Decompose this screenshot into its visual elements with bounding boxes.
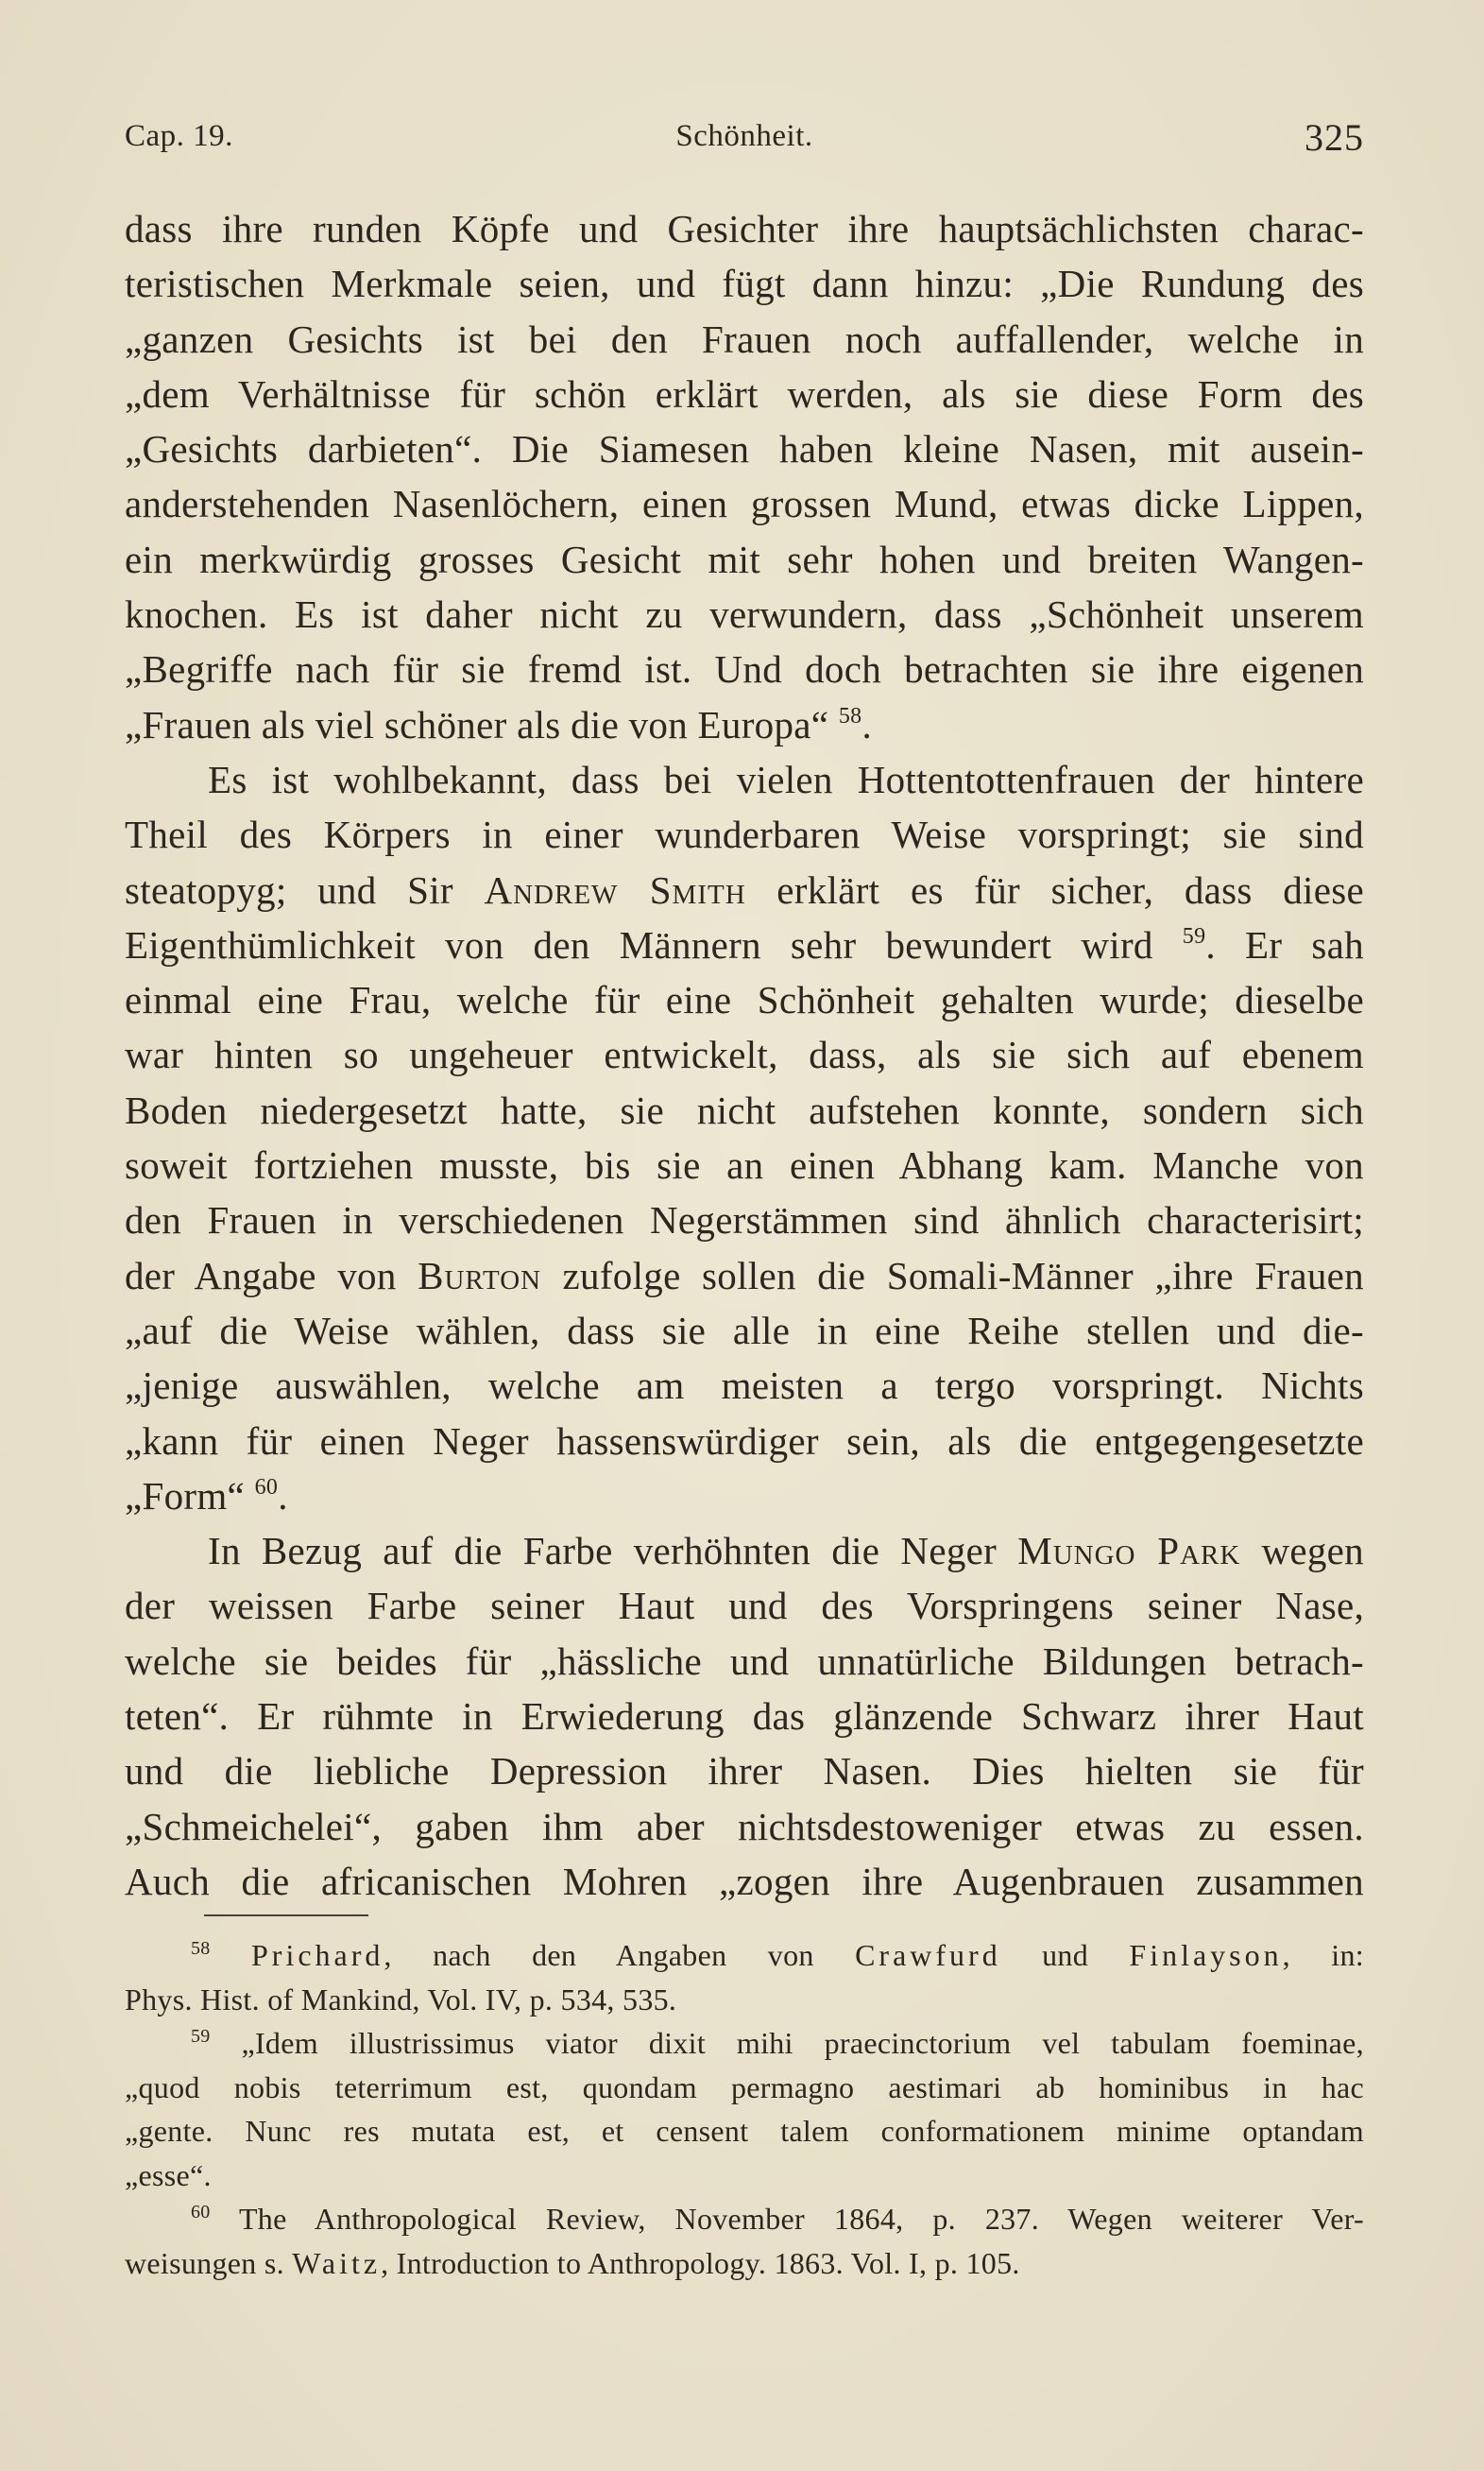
text-fragment: The Anthropological Review, November 1864, p. 237. Wegen weiterer Ver- [238, 2202, 1364, 2236]
author-name: Finlayson [1129, 1938, 1283, 1972]
text-line: „Begriffe nach für sie fremd ist. Und doch betrachten sie ihre eigenen [125, 647, 1364, 692]
text-line: Boden niedergesetzt hatte, sie nicht aufstehen konnte, sondern sich [125, 1088, 1364, 1132]
text-line: Auch die africanischen Mohren „zogen ihre Augenbrauen zusammen [125, 1859, 1364, 1903]
chapter-label: Cap. 19. [125, 119, 233, 153]
text-line: soweit fortziehen musste, bis sie an einen Abhang kam. Manche von [125, 1143, 1364, 1188]
footnote-ref: 58 [838, 703, 862, 729]
text-line: „ganzen Gesichts ist bei den Frauen noch auffallender, welche in [125, 317, 1364, 361]
footnotes [125, 1933, 1364, 2285]
footnote-line: „quod nobis teterrimum est, quondam permagno aestimari ab hominibus in hac [125, 2069, 1364, 2104]
text-line: „auf die Weise wählen, dass sie alle in eine Reihe stellen und die- [125, 1308, 1364, 1352]
text-line [125, 1523, 1364, 1578]
text-line: welche sie beides für „hässliche und unnatürliche Bildungen betrach- [125, 1639, 1364, 1683]
text-line: war hinten so ungeheuer entwickelt, dass, als sie sich auf ebenem [125, 1033, 1364, 1077]
footnote-ref: 60 [254, 1474, 279, 1500]
text-line: ein merkwürdig grosses Gesicht mit sehr hohen und breiten Wangen- [125, 537, 1364, 581]
text-line: der weissen Farbe seiner Haut und des Vorspringens seiner Nase, [125, 1584, 1364, 1628]
text-fragment: , nach den Angaben von [384, 1938, 814, 1972]
text-line: dass ihre runden Köpfe und Gesichter ihre hauptsächlichsten charac- [125, 207, 1364, 250]
text-fragment: zufolge sollen die Somali-Männer „ihre Frauen [562, 1253, 1364, 1297]
text-line: Es ist wohlbekannt, dass bei vielen Hottentottenfrauen der hintere [208, 757, 1364, 801]
text-fragment: In Bezug auf die Farbe verhöhnten die Neger [208, 1529, 998, 1573]
text-line: „jenige auswählen, welche am meisten a tergo vorspringt. Nichts [125, 1364, 1364, 1408]
text-line: den Frauen in verschiedenen Negerstämmen sind ähnlich characterisirt; [125, 1198, 1364, 1243]
text-fragment: erklärt es für sicher, dass diese [776, 867, 1364, 912]
text-fragment: Eigenthümlichkeit von den Männern sehr bewundert wird [125, 922, 1153, 967]
text-line [125, 918, 1364, 972]
footnote-line [125, 1933, 1364, 1978]
text-fragment: „Idem illustrissimus viator dixit mihi praecinctorium vel tabulam foeminae, [241, 2026, 1364, 2060]
text-line: knochen. Es ist daher nicht zu verwundern, dass „Schönheit unserem [125, 592, 1364, 637]
author-name: Prichard [251, 1938, 384, 1972]
text-fragment: und [1042, 1938, 1088, 1972]
text-line [125, 1248, 1364, 1303]
person-name: Mungo Park [1017, 1529, 1241, 1573]
text-line: „dem Verhältnisse für schön erklärt werden, als sie diese Form des [125, 371, 1364, 416]
footnote-number: 59 [191, 2026, 211, 2047]
person-name: Burton [418, 1253, 542, 1297]
running-header [125, 116, 1364, 176]
text-line: einmal eine Frau, welche für eine Schönheit gehalten wurde; dieselbe [125, 978, 1364, 1022]
text-line: „Gesichts darbieten“. Die Siamesen haben kleine Nasen, mit ausein- [125, 427, 1364, 472]
text-line: anderstehenden Nasenlöchern, einen grossen Mund, etwas dicke Lippen, [125, 482, 1364, 526]
text-line: teristischen Merkmale seien, und fügt dann hinzu: „Die Rundung des [125, 262, 1364, 306]
text-line: und die liebliche Depression ihrer Nasen. Dies hielten sie für [125, 1749, 1364, 1793]
author-name: Crawfurd [855, 1938, 1001, 1972]
footnote-ref: 59 [1182, 923, 1206, 949]
footnote-line [125, 2021, 1364, 2066]
text-line: „kann für einen Neger hassenswürdiger sein, als die entgegengesetzte [125, 1418, 1364, 1463]
text-fragment: „Form“ [125, 1473, 246, 1518]
text-fragment: , Introduction to Anthropology. 1863. Vol. I, p. 105. [381, 2245, 1020, 2280]
page-title: Schönheit. [675, 119, 813, 153]
text-fragment: weisungen s. [125, 2245, 284, 2280]
text-line [125, 863, 1364, 918]
footnote-line: „gente. Nunc res mutata est, et censent talem conformationem minime optandam [125, 2114, 1364, 2148]
text-fragment: , in: [1282, 1938, 1364, 1972]
main-text [125, 201, 1364, 1909]
text-line: „Frauen als viel schöner als die von Europa“ $^{58}$. [125, 702, 872, 746]
text-fragment: „Frauen als viel schöner als die von Europa“ [125, 702, 829, 746]
text-line: Theil des Körpers in einer wunderbaren Weise vorspringt; sie sind [125, 813, 1364, 857]
text-fragment: wegen [1261, 1529, 1364, 1573]
text-line: teten“. Er rühmte in Erwiederung das glänzende Schwarz ihrer Haut [125, 1694, 1364, 1739]
text-fragment: der Angabe von [125, 1253, 397, 1297]
text-line: „Form“ $^{60}$. [125, 1473, 288, 1518]
footnote-number: 60 [191, 2202, 211, 2222]
person-name: Andrew Smith [484, 867, 746, 912]
footnote-line [125, 2197, 1364, 2241]
page-number: 325 [1305, 116, 1364, 159]
footnote-number: 58 [191, 1938, 211, 1959]
text-line: „Schmeichelei“, gaben ihm aber nichtsdestoweniger etwas zu essen. [125, 1804, 1364, 1848]
footnote-divider [204, 1914, 368, 1916]
footnote-line [125, 2241, 1364, 2286]
author-name: Waitz [292, 2245, 382, 2280]
text-fragment: steatopyg; und Sir [125, 867, 453, 912]
footnote-line: „esse“. [125, 2157, 212, 2192]
text-fragment: . Er sah [1205, 922, 1364, 967]
footnote-line: Phys. Hist. of Mankind, Vol. IV, p. 534, 535. [125, 1982, 677, 2016]
